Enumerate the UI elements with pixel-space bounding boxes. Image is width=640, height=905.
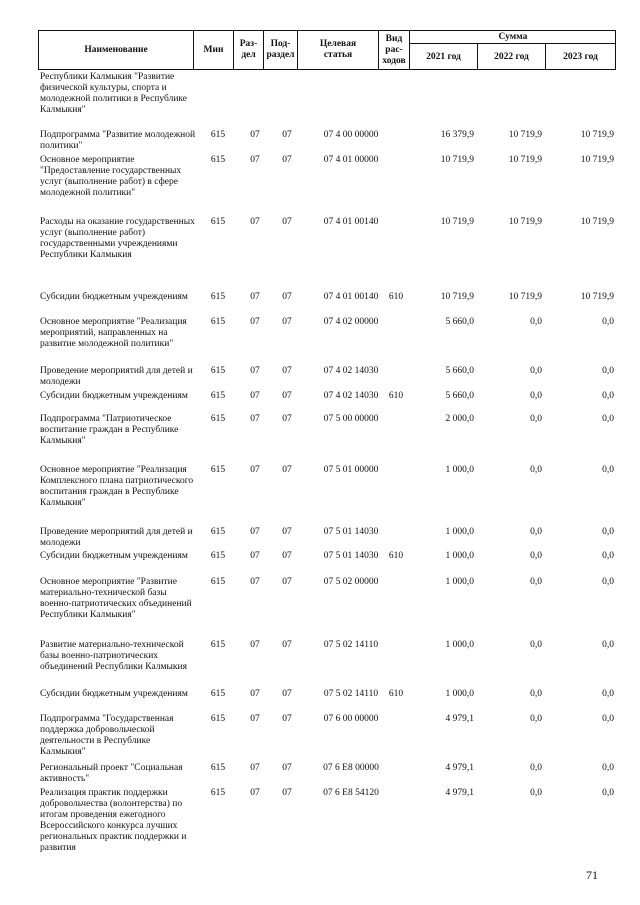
cell-name: Основное мероприятие "Развитие материально-технической базы военно-патриотических объединений Республики Калмыкия" xyxy=(40,577,192,620)
cell-name: Субсидии бюджетным учреждениям xyxy=(40,292,188,302)
cell-art: 07 5 02 14110 xyxy=(323,640,379,650)
cell-y3: 0,0 xyxy=(602,317,614,327)
cell-y2: 10 719,9 xyxy=(508,155,542,165)
cell-sub: 07 xyxy=(282,527,292,537)
cell-sub: 07 xyxy=(282,551,292,561)
cell-art: 07 4 01 00140 xyxy=(323,292,379,302)
cell-art: 07 5 02 00000 xyxy=(323,577,379,587)
cell-min: 615 xyxy=(210,577,226,587)
cell-art: 07 5 02 14110 xyxy=(323,689,379,699)
col-header-year-2022: 2022 год xyxy=(478,44,546,69)
cell-min: 615 xyxy=(210,788,226,798)
cell-sub: 07 xyxy=(282,714,292,724)
cell-name: Основное мероприятие "Реализация Комплексного плана патриотического воспитания граждан в Республике Калмыкия" xyxy=(40,465,194,508)
cell-min: 615 xyxy=(210,465,226,475)
cell-y1: 1 000,0 xyxy=(445,689,474,699)
cell-sub: 07 xyxy=(282,391,292,401)
cell-y2: 0,0 xyxy=(530,714,542,724)
cell-y1: 4 979,1 xyxy=(445,763,474,773)
cell-sec: 07 xyxy=(250,217,260,227)
cell-min: 615 xyxy=(210,689,226,699)
cell-y2: 0,0 xyxy=(530,763,542,773)
cell-vid: 610 xyxy=(388,689,404,699)
cell-y2: 0,0 xyxy=(530,577,542,587)
cell-name: Республики Калмыкия "Развитие физической культуры, спорта и молодежной политики в Республике Калмыкия" xyxy=(40,72,188,115)
cell-vid: 610 xyxy=(388,292,404,302)
cell-y2: 0,0 xyxy=(530,317,542,327)
cell-sub: 07 xyxy=(282,292,292,302)
cell-sub: 07 xyxy=(282,640,292,650)
cell-sub: 07 xyxy=(282,217,292,227)
cell-y3: 0,0 xyxy=(602,788,614,798)
cell-name: Субсидии бюджетным учреждениям xyxy=(40,391,188,401)
cell-art: 07 4 02 00000 xyxy=(323,317,379,327)
cell-sub: 07 xyxy=(282,465,292,475)
cell-min: 615 xyxy=(210,217,226,227)
cell-name: Проведение мероприятий для детей и молодежи xyxy=(40,527,193,548)
cell-art: 07 6 00 00000 xyxy=(323,714,379,724)
cell-name: Подпрограмма "Патриотическое воспитание граждан в Республике Калмыкия" xyxy=(40,414,179,446)
cell-sec: 07 xyxy=(250,551,260,561)
cell-y1: 1 000,0 xyxy=(445,640,474,650)
cell-sub: 07 xyxy=(282,366,292,376)
cell-sec: 07 xyxy=(250,130,260,140)
cell-min: 615 xyxy=(210,391,226,401)
cell-sub: 07 xyxy=(282,317,292,327)
cell-sub: 07 xyxy=(282,130,292,140)
cell-y1: 5 660,0 xyxy=(445,317,474,327)
cell-name: Подпрограмма "Развитие молодежной политики" xyxy=(40,130,196,151)
cell-sub: 07 xyxy=(282,155,292,165)
cell-min: 615 xyxy=(210,414,226,424)
cell-y2: 0,0 xyxy=(530,391,542,401)
cell-y3: 10 719,9 xyxy=(580,130,614,140)
cell-y2: 0,0 xyxy=(530,689,542,699)
col-header-subsection: Под- раздел xyxy=(264,31,298,69)
cell-sub: 07 xyxy=(282,577,292,587)
cell-name: Региональный проект "Социальная активность" xyxy=(40,763,183,784)
cell-min: 615 xyxy=(210,640,226,650)
cell-min: 615 xyxy=(210,366,226,376)
cell-vid: 610 xyxy=(388,391,404,401)
cell-y3: 0,0 xyxy=(602,640,614,650)
col-header-min: Мин xyxy=(194,31,234,69)
cell-name: Субсидии бюджетным учреждениям xyxy=(40,551,188,561)
cell-art: 07 4 02 14030 xyxy=(323,391,379,401)
cell-sec: 07 xyxy=(250,292,260,302)
cell-vid: 610 xyxy=(388,551,404,561)
cell-art: 07 6 E8 00000 xyxy=(323,763,379,773)
cell-sec: 07 xyxy=(250,155,260,165)
cell-art: 07 5 01 14030 xyxy=(323,527,379,537)
cell-y1: 16 379,9 xyxy=(440,130,474,140)
cell-min: 615 xyxy=(210,714,226,724)
cell-y2: 0,0 xyxy=(530,551,542,561)
cell-sec: 07 xyxy=(250,689,260,699)
cell-sec: 07 xyxy=(250,465,260,475)
cell-name: Расходы на оказание государственных услуг (выполнение работ) государственными учреждениями Республики Калмыкия xyxy=(40,217,195,260)
cell-art: 07 4 02 14030 xyxy=(323,366,379,376)
col-header-year-2023: 2023 год xyxy=(563,51,598,62)
cell-sec: 07 xyxy=(250,366,260,376)
cell-y1: 4 979,1 xyxy=(445,788,474,798)
col-header-sum: Сумма xyxy=(410,31,616,44)
cell-art: 07 4 01 00140 xyxy=(323,217,379,227)
cell-min: 615 xyxy=(210,317,226,327)
cell-y3: 0,0 xyxy=(602,465,614,475)
cell-sub: 07 xyxy=(282,788,292,798)
cell-min: 615 xyxy=(210,130,226,140)
cell-min: 615 xyxy=(210,551,226,561)
cell-y2: 10 719,9 xyxy=(508,217,542,227)
cell-min: 615 xyxy=(210,527,226,537)
cell-y3: 0,0 xyxy=(602,366,614,376)
cell-name: Развитие материально-технической базы военно-патриотических объединений Республики Калмыкия xyxy=(40,640,187,672)
col-header-year-2021: 2021 год xyxy=(410,44,478,69)
cell-y2: 0,0 xyxy=(530,465,542,475)
cell-art: 07 4 01 00000 xyxy=(323,155,379,165)
cell-name: Субсидии бюджетным учреждениям xyxy=(40,689,188,699)
cell-sub: 07 xyxy=(282,414,292,424)
cell-y3: 0,0 xyxy=(602,551,614,561)
cell-name: Подпрограмма "Государственная поддержка добровольческой деятельности в Республике Калмыкия" xyxy=(40,714,174,757)
cell-sec: 07 xyxy=(250,414,260,424)
cell-y1: 5 660,0 xyxy=(445,366,474,376)
cell-name: Основное мероприятие "Предоставление государственных услуг (выполнение работ) в сфере молодежной политики" xyxy=(40,155,182,198)
cell-sec: 07 xyxy=(250,527,260,537)
cell-y2: 10 719,9 xyxy=(508,130,542,140)
cell-y1: 5 660,0 xyxy=(445,391,474,401)
cell-art: 07 4 00 00000 xyxy=(323,130,379,140)
cell-y3: 0,0 xyxy=(602,763,614,773)
cell-y3: 10 719,9 xyxy=(580,217,614,227)
cell-sec: 07 xyxy=(250,714,260,724)
cell-sec: 07 xyxy=(250,317,260,327)
cell-y1: 2 000,0 xyxy=(445,414,474,424)
cell-sec: 07 xyxy=(250,788,260,798)
cell-sec: 07 xyxy=(250,763,260,773)
cell-y2: 0,0 xyxy=(530,414,542,424)
cell-min: 615 xyxy=(210,155,226,165)
cell-y2: 0,0 xyxy=(530,788,542,798)
cell-art: 07 5 00 00000 xyxy=(323,414,379,424)
cell-y1: 10 719,9 xyxy=(440,217,474,227)
cell-art: 07 5 01 14030 xyxy=(323,551,379,561)
cell-y2: 10 719,9 xyxy=(508,292,542,302)
cell-y2: 0,0 xyxy=(530,366,542,376)
table-header xyxy=(38,30,616,70)
cell-y2: 0,0 xyxy=(530,640,542,650)
cell-sec: 07 xyxy=(250,577,260,587)
cell-y3: 0,0 xyxy=(602,527,614,537)
cell-y1: 4 979,1 xyxy=(445,714,474,724)
cell-y3: 0,0 xyxy=(602,577,614,587)
cell-art: 07 6 E8 54120 xyxy=(323,788,379,798)
cell-name: Проведение мероприятий для детей и молодежи xyxy=(40,366,193,387)
cell-y1: 1 000,0 xyxy=(445,527,474,537)
col-header-article: Целевая статья xyxy=(298,31,379,69)
col-header-section: Раз- дел xyxy=(234,31,264,69)
cell-y1: 10 719,9 xyxy=(440,155,474,165)
cell-y3: 10 719,9 xyxy=(580,155,614,165)
col-header-expense-type: Вид рас- ходов xyxy=(379,31,410,69)
cell-y3: 10 719,9 xyxy=(580,292,614,302)
cell-y1: 1 000,0 xyxy=(445,577,474,587)
cell-sub: 07 xyxy=(282,763,292,773)
cell-min: 615 xyxy=(210,292,226,302)
cell-y1: 10 719,9 xyxy=(440,292,474,302)
cell-min: 615 xyxy=(210,763,226,773)
page-number: 71 xyxy=(586,868,598,882)
cell-y3: 0,0 xyxy=(602,414,614,424)
cell-name: Основное мероприятие "Реализация мероприятий, направленных на развитие молодежной политики" xyxy=(40,317,187,349)
col-header-name: Наименование xyxy=(39,31,194,69)
cell-art: 07 5 01 00000 xyxy=(323,465,379,475)
cell-y2: 0,0 xyxy=(530,527,542,537)
cell-y3: 0,0 xyxy=(602,714,614,724)
cell-y3: 0,0 xyxy=(602,689,614,699)
cell-y3: 0,0 xyxy=(602,391,614,401)
cell-name: Реализация практик поддержки добровольчества (волонтерства) по итогам проведения ежегодного Всероссийского конкурса лучших региональных практик поддержки и развития xyxy=(40,788,187,853)
cell-sub: 07 xyxy=(282,689,292,699)
cell-sec: 07 xyxy=(250,391,260,401)
cell-y1: 1 000,0 xyxy=(445,551,474,561)
cell-sec: 07 xyxy=(250,640,260,650)
cell-y1: 1 000,0 xyxy=(445,465,474,475)
